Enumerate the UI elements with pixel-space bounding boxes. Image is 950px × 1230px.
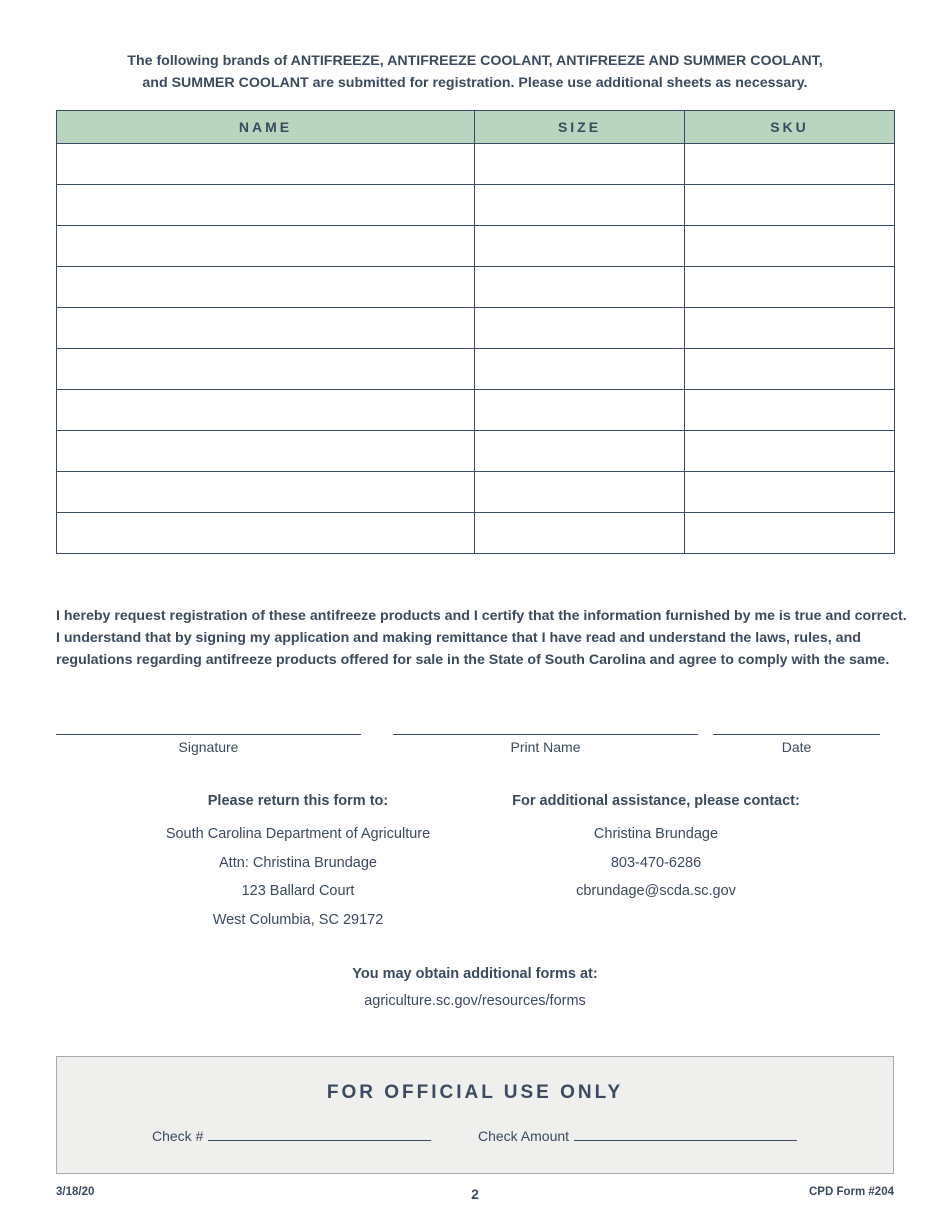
forms-url[interactable]: agriculture.sc.gov/resources/forms: [364, 993, 586, 1009]
name-cell[interactable]: [57, 431, 475, 472]
assistance-contact-block: [476, 791, 836, 906]
table-row: [57, 431, 895, 472]
size-cell[interactable]: [475, 472, 685, 513]
name-cell[interactable]: [57, 267, 475, 308]
table-row: [57, 349, 895, 390]
footer-date: 3/18/20: [56, 1186, 95, 1198]
return-heading: Please return this form to:: [207, 793, 389, 809]
return-line-organization: South Carolina Department of Agriculture: [165, 826, 431, 842]
name-cell[interactable]: [57, 226, 475, 267]
sku-cell[interactable]: [685, 349, 895, 390]
check-number-line[interactable]: [208, 1140, 431, 1141]
name-cell[interactable]: [57, 349, 475, 390]
print-name-label: Print Name: [510, 739, 581, 755]
signature-line[interactable]: [56, 734, 361, 735]
table-row: [57, 144, 895, 185]
contact-name: Christina Brundage: [593, 826, 719, 842]
table-row: [57, 308, 895, 349]
date-label: Date: [781, 739, 812, 755]
forms-heading: You may obtain additional forms at:: [352, 966, 598, 982]
check-amount-label: Check Amount: [478, 1128, 570, 1144]
name-cell[interactable]: [57, 513, 475, 554]
check-amount-line[interactable]: [574, 1140, 797, 1141]
size-cell[interactable]: [475, 226, 685, 267]
intro-line-2: and SUMMER COOLANT are submitted for registration. Please use additional sheets as necessary.: [142, 75, 808, 91]
certification-line-1: I hereby request registration of these antifreeze products and I certify that the information furnished by me is true and correct.: [56, 608, 907, 624]
size-cell[interactable]: [475, 513, 685, 554]
sku-cell[interactable]: [685, 513, 895, 554]
sku-cell[interactable]: [685, 390, 895, 431]
table-row: [57, 226, 895, 267]
official-use-box: [56, 1056, 894, 1174]
table-header-row: [57, 111, 895, 144]
name-cell[interactable]: [57, 185, 475, 226]
assistance-heading: For additional assistance, please contact:: [512, 793, 800, 809]
column-header-size: SIZE: [475, 111, 685, 144]
table-row: [57, 267, 895, 308]
registration-table: [56, 110, 895, 554]
size-cell[interactable]: [475, 390, 685, 431]
check-amount-field[interactable]: [478, 1128, 797, 1144]
return-line-attention: Attn: Christina Brundage: [219, 854, 377, 871]
certification-line-3: regulations regarding antifreeze products offered for sale in the State of South Carolina and agree to comply with the same.: [56, 652, 890, 668]
size-cell[interactable]: [475, 349, 685, 390]
return-line-street: 123 Ballard Court: [241, 883, 355, 900]
column-header-sku: SKU: [685, 111, 895, 144]
sku-cell[interactable]: [685, 144, 895, 185]
additional-forms-block: [275, 964, 675, 1009]
table-row: [57, 185, 895, 226]
size-cell[interactable]: [475, 185, 685, 226]
size-cell[interactable]: [475, 267, 685, 308]
name-cell[interactable]: [57, 308, 475, 349]
check-number-field[interactable]: [152, 1128, 431, 1144]
form-id: CPD Form #204: [808, 1186, 894, 1198]
sku-cell[interactable]: [685, 308, 895, 349]
official-use-title: FOR OFFICIAL USE ONLY: [326, 1082, 624, 1103]
size-cell[interactable]: [475, 431, 685, 472]
sku-cell[interactable]: [685, 226, 895, 267]
sku-cell[interactable]: [685, 267, 895, 308]
check-number-label: Check #: [152, 1128, 204, 1144]
contact-email[interactable]: cbrundage@scda.sc.gov: [576, 883, 736, 900]
name-cell[interactable]: [57, 390, 475, 431]
certification-statement: [56, 605, 906, 671]
contact-phone: 803-470-6286: [610, 854, 702, 871]
page-number: 2: [471, 1186, 479, 1202]
print-name-line[interactable]: [393, 734, 698, 735]
intro-text: [56, 50, 894, 94]
certification-line-2: I understand that by signing my application and making remittance that I have read and understand the laws, rules, and: [56, 630, 861, 646]
size-cell[interactable]: [475, 308, 685, 349]
sku-cell[interactable]: [685, 185, 895, 226]
intro-line-1: The following brands of ANTIFREEZE, ANTIFREEZE COOLANT, ANTIFREEZE AND SUMMER COOLANT,: [127, 53, 823, 69]
signature-label: Signature: [178, 739, 239, 755]
sku-cell[interactable]: [685, 431, 895, 472]
table-row: [57, 513, 895, 554]
name-cell[interactable]: [57, 144, 475, 185]
return-line-city: West Columbia, SC 29172: [212, 911, 384, 928]
table-row: [57, 472, 895, 513]
size-cell[interactable]: [475, 144, 685, 185]
column-header-name: NAME: [57, 111, 475, 144]
sku-cell[interactable]: [685, 472, 895, 513]
return-address-block: [118, 791, 478, 934]
date-line[interactable]: [713, 734, 880, 735]
name-cell[interactable]: [57, 472, 475, 513]
table-row: [57, 390, 895, 431]
